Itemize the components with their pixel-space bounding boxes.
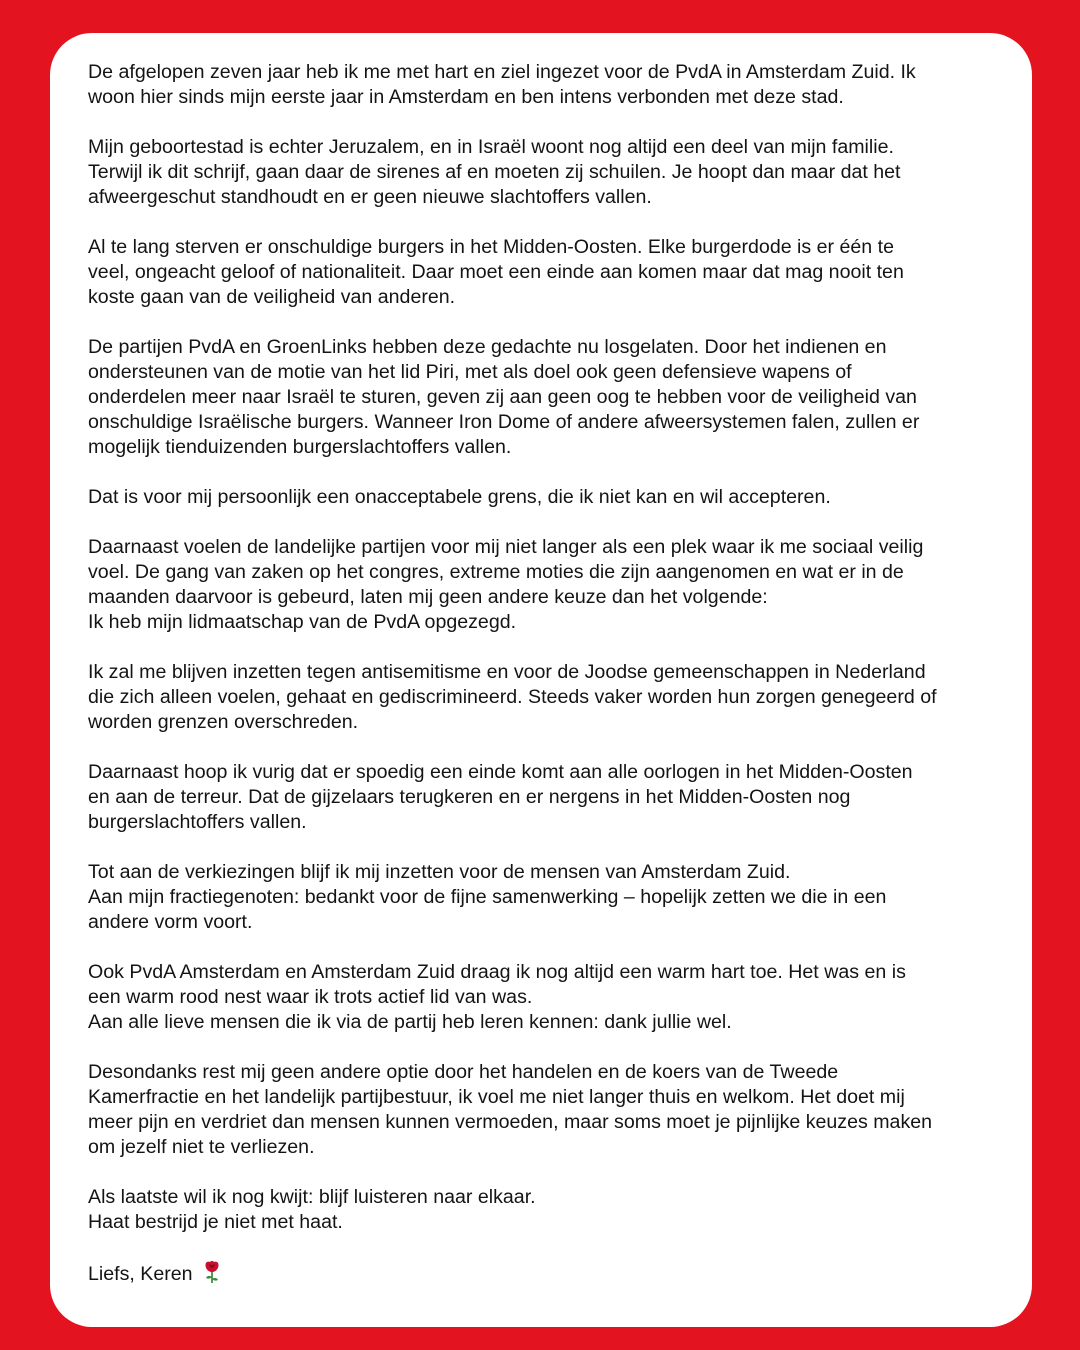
text-line: Als laatste wil ik nog kwijt: blijf luisteren naar elkaar. [88,1186,536,1208]
text-line: Aan mijn fractiegenoten: bedankt voor de fijne samenwerking – hopelijk zetten we die in een [88,886,887,908]
text-line: Mijn geboortestad is echter Jeruzalem, en in Israël woont nog altijd een deel van mijn familie. [88,136,894,158]
paragraph-elections [88,860,994,935]
text-line: om jezelf niet te verliezen. [88,1136,315,1158]
text-line: Al te lang sterven er onschuldige burgers in het Midden-Oosten. Elke burgerdode is er één te [88,236,894,258]
paragraph-closing [88,1185,994,1235]
letter-card [50,33,1032,1327]
text-line: koste gaan van de veiligheid van anderen. [88,286,456,308]
text-line: worden grenzen overschreden. [88,711,359,733]
text-line: Kamerfractie en het landelijk partijbestuur, ik voel me niet langer thuis en welkom. Het doet mij [88,1086,905,1108]
text-line: Tot aan de verkiezingen blijf ik mij inzetten voor de mensen van Amsterdam Zuid. [88,861,791,883]
text-line: veel, ongeacht geloof of nationaliteit. Daar moet een einde aan komen maar dat mag nooit ten [88,261,904,283]
text-line: afweergeschut standhoudt en er geen nieuwe slachtoffers vallen. [88,186,652,208]
text-line: Ik heb mijn lidmaatschap van de PvdA opgezegd. [88,611,517,633]
text-line: Dat is voor mij persoonlijk een onacceptabele grens, die ik niet kan en wil accepteren. [88,486,831,508]
text-line: woon hier sinds mijn eerste jaar in Amsterdam en ben intens verbonden met deze stad. [88,86,844,108]
paragraph-local-party [88,960,994,1035]
text-line: Terwijl ik dit schrijf, gaan daar de sirenes af en moeten zij schuilen. Je hoopt dan maar dat het [88,161,901,183]
text-line: meer pijn en verdriet dan mensen kunnen vermoeden, maar soms moet je pijnlijke keuzes maken [88,1111,933,1133]
text-line: Desondanks rest mij geen andere optie door het handelen en de koers van de Tweede [88,1061,839,1083]
signoff-text: Liefs, Keren [88,1263,193,1285]
text-line: onderdelen meer naar Israël te sturen, geven zij aan geen oog te hebben voor de veiligheid van [88,386,917,408]
text-line: Aan alle lieve mensen die ik via de partij heb leren kennen: dank jullie wel. [88,1011,732,1033]
paragraph-membership [88,535,994,635]
paragraph-victims [88,235,994,310]
text-line: De afgelopen zeven jaar heb ik me met hart en ziel ingezet voor de PvdA in Amsterdam Zuid. Ik [88,61,916,83]
text-line: die zich alleen voelen, gehaat en gediscrimineerd. Steeds vaker worden hun zorgen genegeerd of [88,686,937,708]
paragraph-boundary [88,485,994,510]
text-line: andere vorm voort. [88,911,253,933]
paragraph-antisemitism [88,660,994,735]
text-line: Ook PvdA Amsterdam en Amsterdam Zuid draag ik nog altijd een warm hart toe. Het was en is [88,961,906,983]
paragraph-birthplace [88,135,994,210]
text-line: en aan de terreur. Dat de gijzelaars terugkeren en er nergens in het Midden-Oosten nog [88,786,851,808]
text-line: een warm rood nest waar ik trots actief lid van was. [88,986,533,1008]
text-line: Daarnaast voelen de landelijke partijen voor mij niet langer als een plek waar ik me sociaal veilig [88,536,924,558]
text-line: ondersteunen van de motie van het lid Piri, met als doel ook geen defensieve wapens of [88,361,852,383]
text-line: onschuldige Israëlische burgers. Wanneer Iron Dome of andere afweersystemen falen, zullen er [88,411,920,433]
signoff [88,1260,994,1287]
paragraph-hope [88,760,994,835]
text-line: voel. De gang van zaken op het congres, extreme moties die zijn aangenomen en wat er in de [88,561,904,583]
paragraph-motion [88,335,994,460]
text-line: Haat bestrijd je niet met haat. [88,1211,343,1233]
text-line: mogelijk tienduizenden burgerslachtoffers vallen. [88,436,512,458]
text-line: Daarnaast hoop ik vurig dat er spoedig een einde komt aan alle oorlogen in het Midden-Oosten [88,761,913,783]
text-line: De partijen PvdA en GroenLinks hebben deze gedachte nu losgelaten. Door het indienen en [88,336,887,358]
paragraph-intro [88,60,994,110]
text-line: maanden daarvoor is gebeurd, laten mij geen andere keuze dan het volgende: [88,586,768,608]
paragraph-no-option [88,1060,994,1160]
text-line: Ik zal me blijven inzetten tegen antisemitisme en voor de Joodse gemeenschappen in Nederland [88,661,926,683]
rose-icon [202,1260,222,1284]
text-line: burgerslachtoffers vallen. [88,811,307,833]
